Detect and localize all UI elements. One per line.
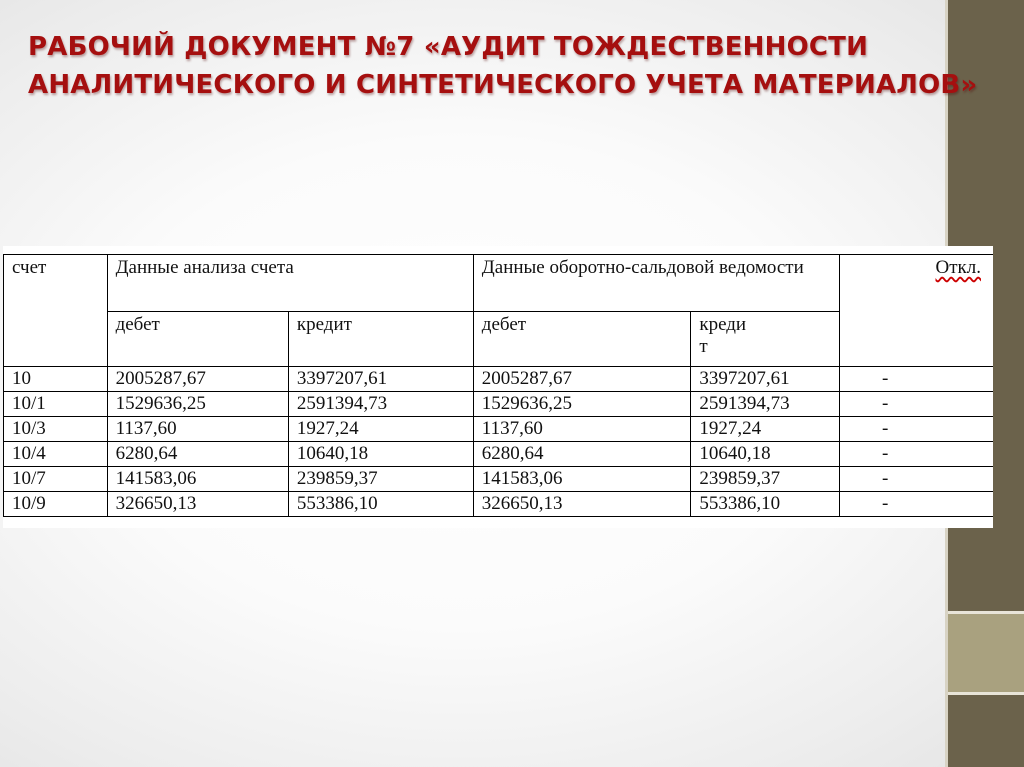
cell-account: 10/4 [4,442,108,467]
header-account: счет [4,255,108,367]
cell-account: 10/1 [4,392,108,417]
cell-an-credit: 553386,10 [288,492,473,517]
cell-account: 10 [4,367,108,392]
header-analysis-group: Данные анализа счета [107,255,473,312]
cell-osv-debit: 6280,64 [473,442,691,467]
table-row [4,442,994,467]
table-row [4,367,994,392]
cell-an-credit: 2591394,73 [288,392,473,417]
table-row [4,392,994,417]
table-row [4,467,994,492]
header-osv-credit-line1: креди [699,314,747,335]
cell-osv-credit: 3397207,61 [691,367,840,392]
cell-an-debit: 6280,64 [107,442,288,467]
cell-an-debit: 1529636,25 [107,392,288,417]
audit-table [3,254,993,517]
cell-osv-credit: 239859,37 [691,467,840,492]
header-osv-credit-line2: т [699,336,708,357]
cell-deviation: - [840,392,993,417]
cell-deviation: - [840,367,993,392]
cell-account: 10/3 [4,417,108,442]
header-osv-credit [691,312,840,367]
cell-an-credit: 3397207,61 [288,367,473,392]
header-an-credit: кредит [288,312,473,367]
cell-osv-debit: 326650,13 [473,492,691,517]
table-row [4,492,994,517]
slide-title: РАБОЧИЙ ДОКУМЕНТ №7 «АУДИТ ТОЖДЕСТВЕННОСТИ АНАЛИТИЧЕСКОГО И СИНТЕТИЧЕСКОГО УЧЕТА МАТЕРИАЛОВ» [28,32,978,100]
cell-an-credit: 239859,37 [288,467,473,492]
header-osv-debit: дебет [473,312,691,367]
document-table-image [3,246,993,528]
header-deviation [840,255,993,367]
cell-osv-debit: 1529636,25 [473,392,691,417]
cell-an-credit: 1927,24 [288,417,473,442]
cell-deviation: - [840,417,993,442]
side-bar-accent-block [948,614,1024,692]
cell-an-debit: 141583,06 [107,467,288,492]
cell-osv-credit: 2591394,73 [691,392,840,417]
cell-osv-debit: 2005287,67 [473,367,691,392]
cell-osv-credit: 553386,10 [691,492,840,517]
cell-deviation: - [840,492,993,517]
header-deviation-label: Откл. [935,257,981,278]
table-row [4,417,994,442]
cell-an-credit: 10640,18 [288,442,473,467]
cell-osv-credit: 1927,24 [691,417,840,442]
cell-an-debit: 2005287,67 [107,367,288,392]
cell-an-debit: 326650,13 [107,492,288,517]
cell-account: 10/9 [4,492,108,517]
cell-account: 10/7 [4,467,108,492]
cell-osv-credit: 10640,18 [691,442,840,467]
cell-deviation: - [840,467,993,492]
header-turnover-group: Данные оборотно-сальдовой ведомости [473,255,839,312]
cell-osv-debit: 141583,06 [473,467,691,492]
side-bar-divider [948,692,1024,695]
header-an-debit: дебет [107,312,288,367]
cell-deviation: - [840,442,993,467]
cell-an-debit: 1137,60 [107,417,288,442]
cell-osv-debit: 1137,60 [473,417,691,442]
table-header-row [4,255,994,312]
